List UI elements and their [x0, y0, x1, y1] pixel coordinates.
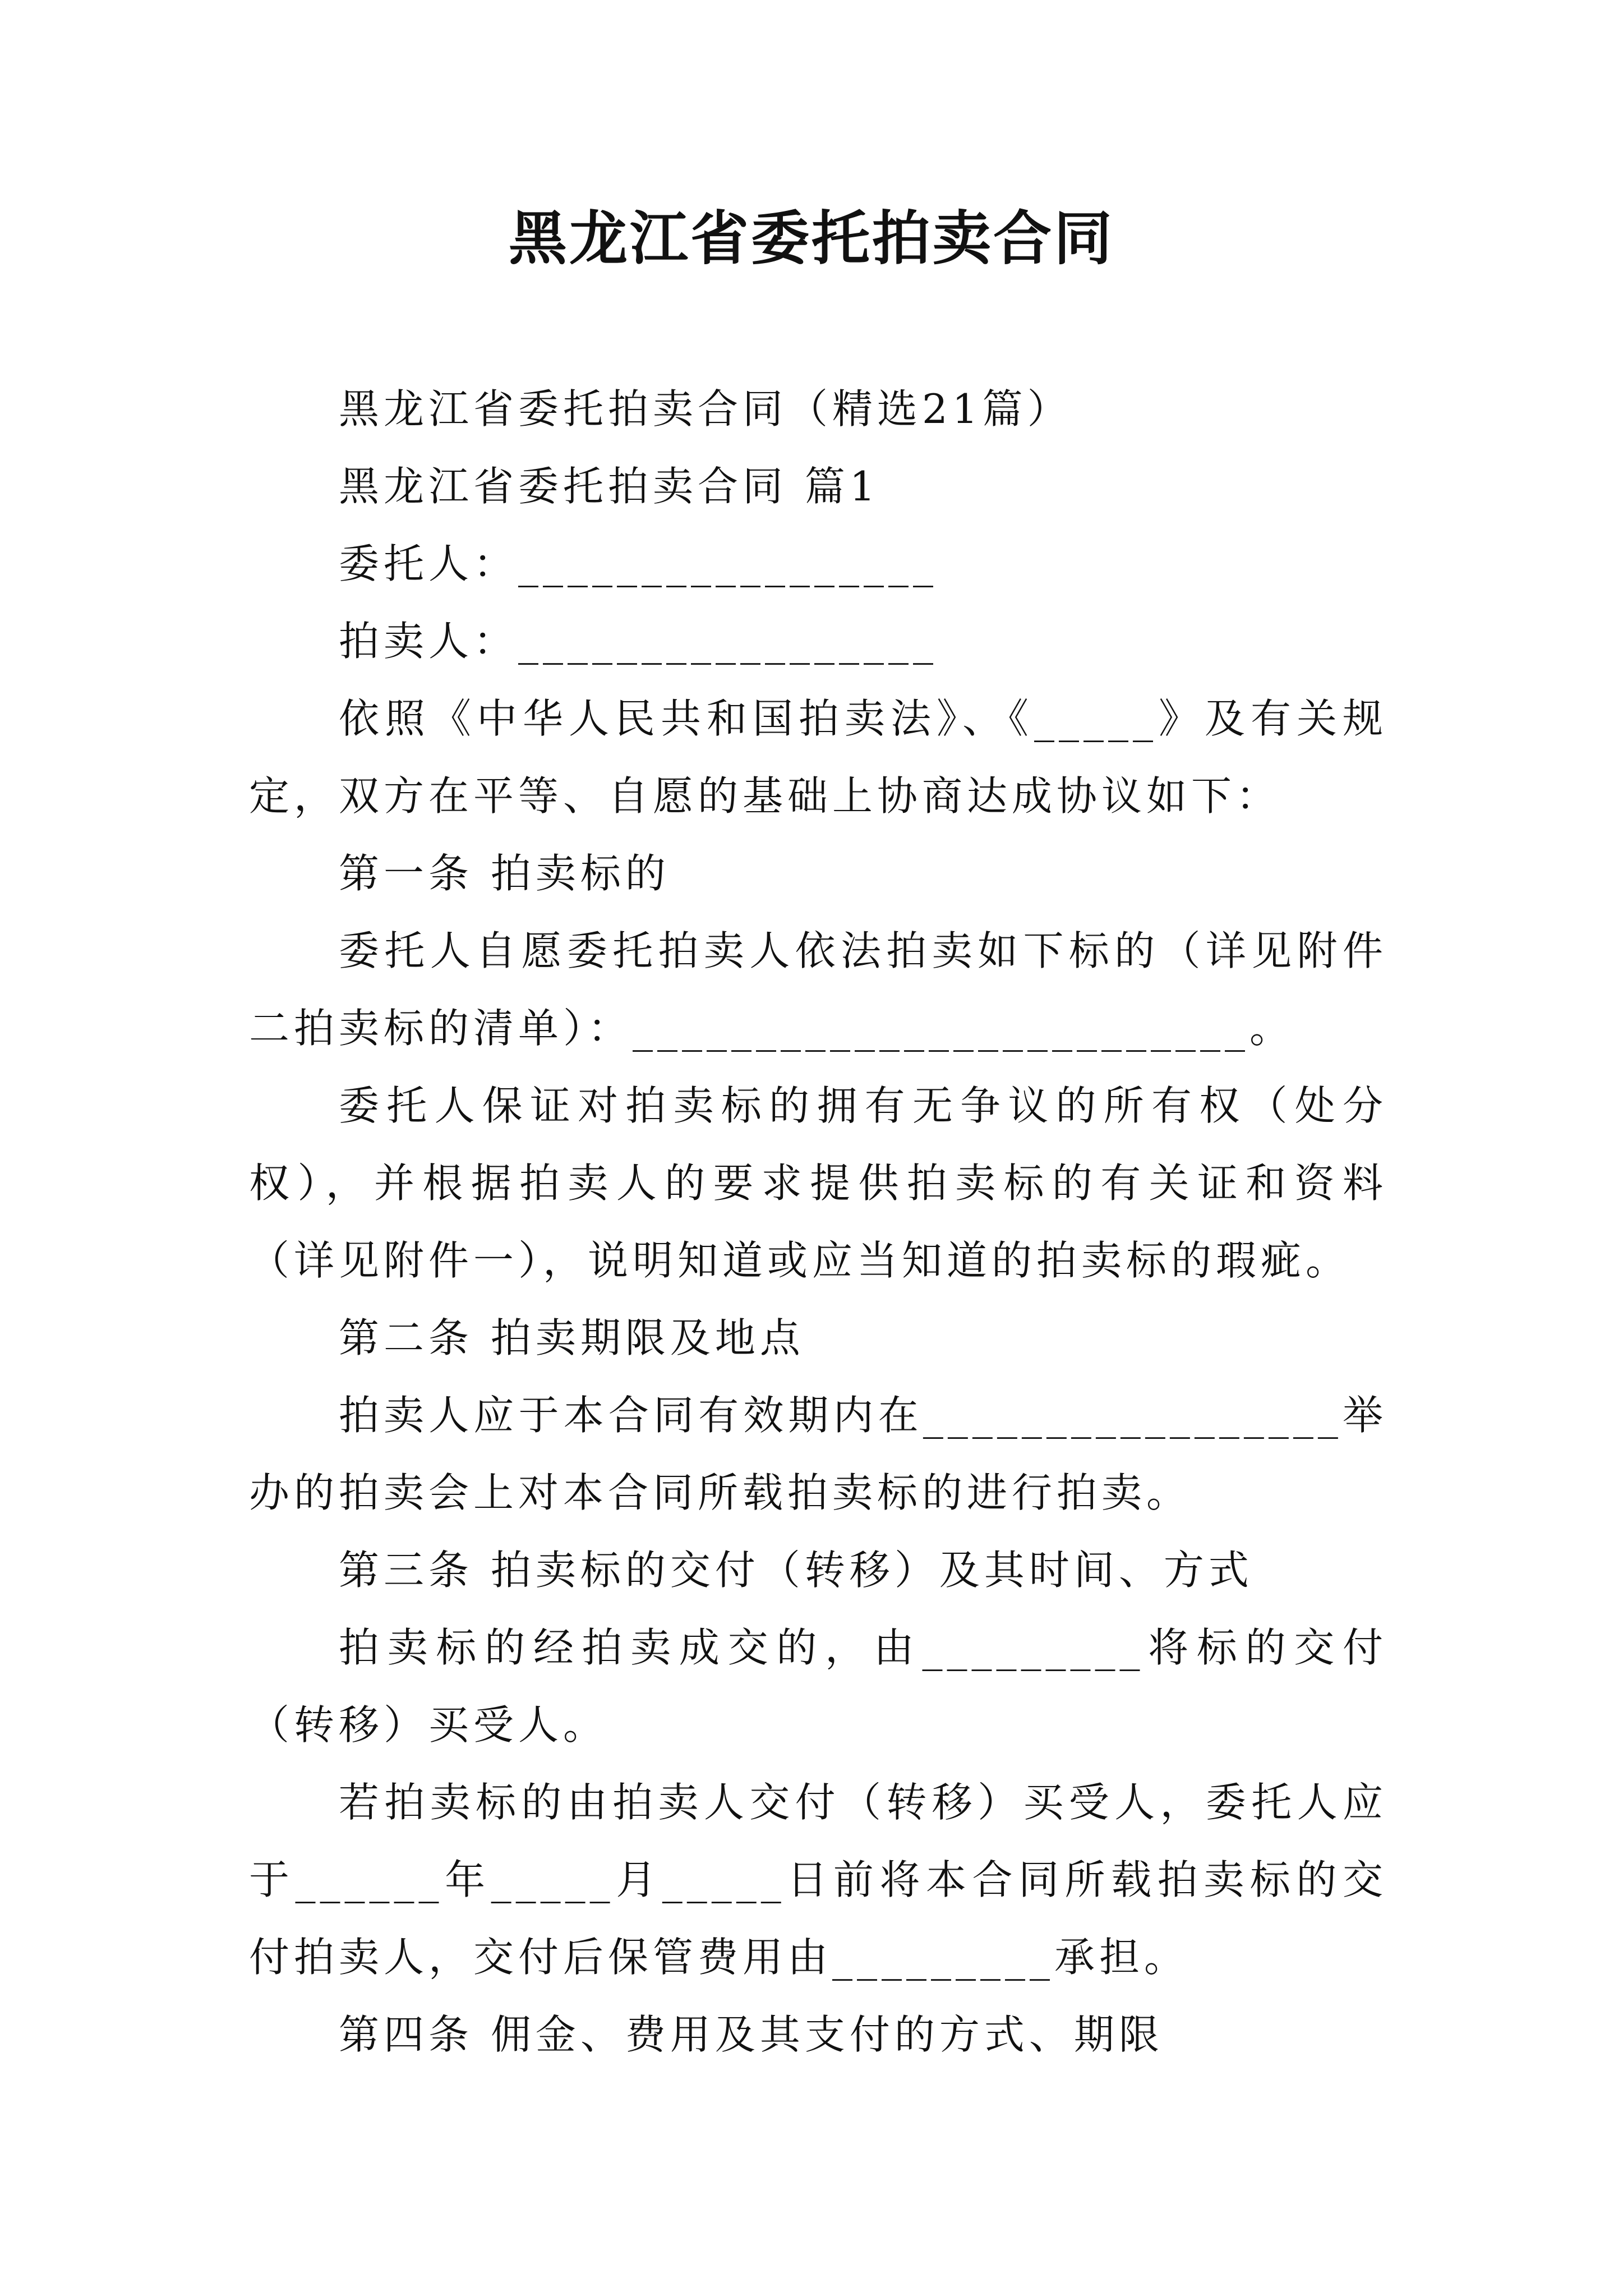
- article-2-paragraph-1: 拍卖人应于本合同有效期内在_________________举办的拍卖会上对本合同所载拍卖标的进行拍卖。: [249, 1392, 1387, 1516]
- article-4-heading: 第四条 佣金、费用及其支付的方式、期限: [339, 2011, 1164, 2058]
- paragraph-auctioneer: 拍卖人：_________________: [339, 618, 938, 665]
- article-3-paragraph-1: 拍卖标的经拍卖成交的，由_________将标的交付（转移）买受人。: [249, 1624, 1387, 1749]
- paragraph-legal-basis: 依照《中华人民共和国拍卖法》、《_____》及有关规定，双方在平等、自愿的基础上协商达成协议如下：: [249, 695, 1387, 820]
- article-1-paragraph-2: 委托人保证对拍卖标的拥有无争议的所有权（处分权），并根据拍卖人的要求提供拍卖标的有关证和资料（详见附件一），说明知道或应当知道的拍卖标的瑕疵。: [249, 1082, 1387, 1284]
- document-body: [249, 370, 1387, 2073]
- article-2-heading: 第二条 拍卖期限及地点: [339, 1314, 805, 1361]
- paragraph-section-title: 黑龙江省委托拍卖合同 篇1: [339, 463, 880, 510]
- paragraph-collection-title: 黑龙江省委托拍卖合同（精选21篇）: [339, 385, 1072, 432]
- document-title: 黑龙江省委托拍卖合同: [508, 204, 1114, 273]
- article-1-paragraph-1: 委托人自愿委托拍卖人依法拍卖如下标的（详见附件二拍卖标的清单）：_________________________。: [249, 927, 1387, 1052]
- article-3-paragraph-2: 若拍卖标的由拍卖人交付（转移）买受人，委托人应于______年_____月_____日前将本合同所载拍卖标的交付拍卖人，交付后保管费用由_________承担。: [249, 1779, 1387, 1981]
- paragraph-principal: 委托人：_________________: [339, 540, 938, 587]
- article-1-heading: 第一条 拍卖标的: [339, 850, 670, 897]
- article-3-heading: 第三条 拍卖标的交付（转移）及其时间、方式: [339, 1547, 1253, 1594]
